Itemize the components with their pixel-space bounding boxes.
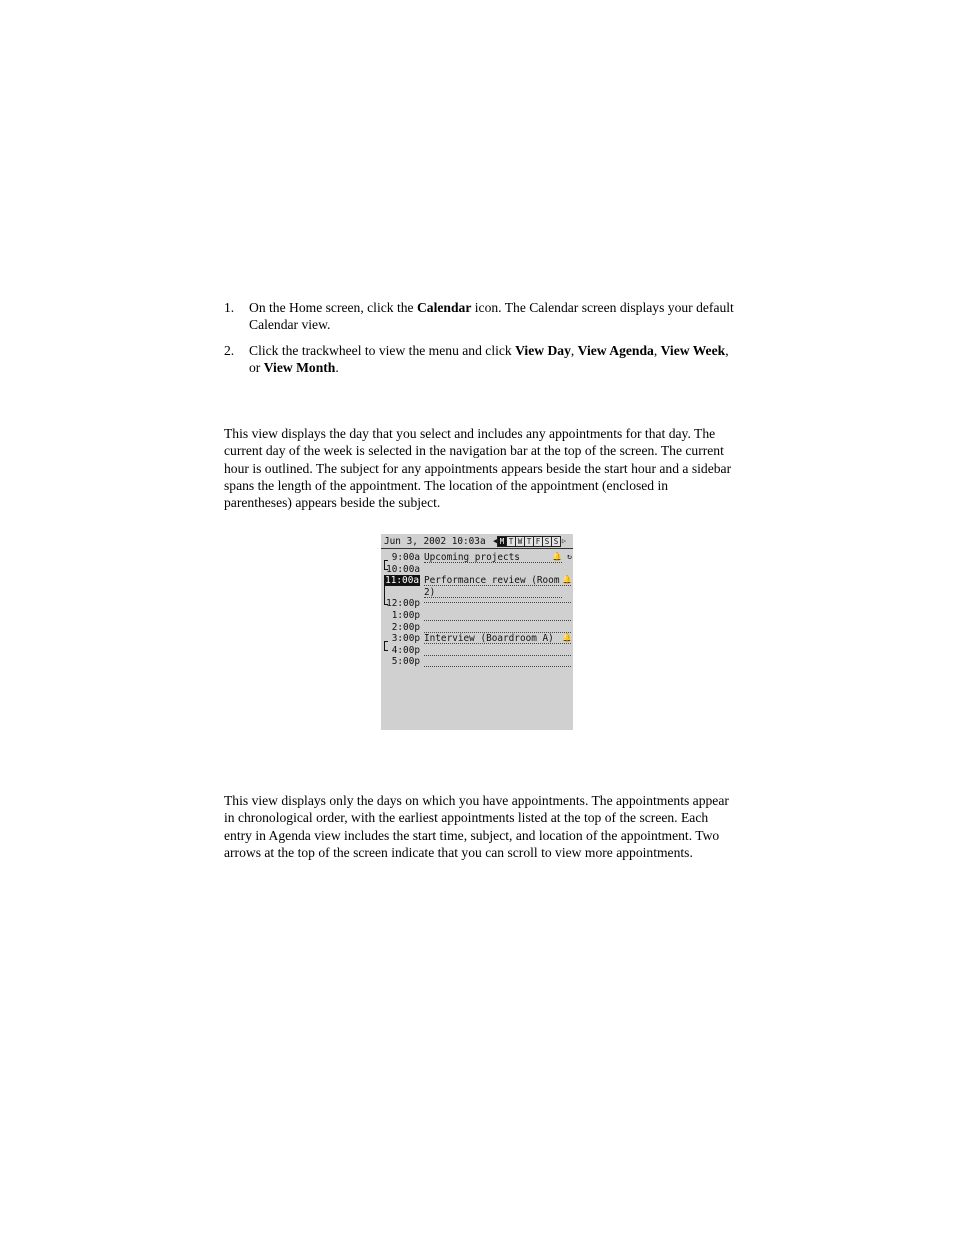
- step-2-text: [249, 342, 734, 377]
- step-2-number: 2.: [224, 343, 235, 358]
- step-2-sep-1: ,: [570, 343, 578, 358]
- step-2-view-month: View Month: [263, 360, 336, 376]
- time-row[interactable]: [381, 598, 573, 610]
- step-1-text: [249, 299, 734, 334]
- step-1-post: icon. The Calendar screen displays your default Calendar view.: [249, 300, 734, 333]
- time-label: 2:00p: [391, 621, 420, 633]
- time-row[interactable]: [381, 610, 573, 622]
- step-1-calendar-bold: Calendar: [416, 300, 472, 315]
- step-2-pre: Click the trackwheel to view the menu and click: [249, 343, 516, 358]
- day-thursday[interactable]: T: [524, 536, 534, 547]
- step-2-view-day: View Day: [515, 343, 571, 358]
- appointment-line[interactable]: [424, 610, 571, 621]
- appointment-subject[interactable]: Performance review (Room: [424, 575, 571, 586]
- recurrence-icon: ↻: [567, 552, 572, 561]
- day-view-paragraph: This view displays the day that you select and includes any appointments for that day. The current day of the week is selected in the navigation bar at the top of the screen. The current hour is outlined. The subject for any appointments appears beside the start hour and a sidebar spans the length of the appointment. The location of the appointment (enclosed in parentheses) appears beside the subject.: [224, 426, 732, 511]
- alarm-bell-icon: 🔔: [562, 575, 572, 585]
- time-row[interactable]: [381, 587, 573, 599]
- week-navigation-bar: [492, 536, 567, 546]
- appointment-line[interactable]: [424, 598, 571, 603]
- agenda-view-paragraph: This view displays only the days on which you have appointments. The appointments appear in chronological order, with the earliest appointments listed at the top of the screen. Each entry in Agenda view includes the start time, subject, and location of the appointment. Two arrows at the top of the screen indicate that you can scroll to view more appointments.: [224, 793, 729, 860]
- appointment-subject-continued[interactable]: 2): [424, 587, 562, 598]
- time-label: 3:00p: [391, 633, 420, 645]
- day-monday[interactable]: M: [497, 536, 507, 547]
- header-date: Jun 3, 2002 10:03a: [384, 536, 486, 547]
- day-wednesday[interactable]: W: [515, 536, 525, 547]
- day-sunday[interactable]: S: [551, 536, 561, 547]
- calendar-header: [381, 534, 573, 549]
- appointment-subject[interactable]: Interview (Boardroom A): [424, 633, 571, 644]
- day-saturday[interactable]: S: [542, 536, 552, 547]
- time-label: 1:00p: [391, 610, 420, 621]
- left-arrow-icon[interactable]: ◀: [492, 537, 498, 545]
- step-1-number: 1.: [224, 300, 235, 315]
- appointment-line[interactable]: [424, 622, 571, 633]
- alarm-bell-icon: 🔔: [562, 633, 572, 643]
- time-label: 5:00p: [391, 656, 420, 668]
- alarm-bell-icon: 🔔: [552, 552, 562, 561]
- day-friday[interactable]: F: [533, 536, 543, 547]
- time-row[interactable]: [381, 622, 573, 634]
- step-2: [224, 342, 734, 377]
- appointment-subject[interactable]: Upcoming projects: [424, 552, 562, 563]
- time-row[interactable]: [381, 552, 573, 564]
- appointment-line[interactable]: [424, 645, 571, 656]
- step-2-sep-3: , or: [249, 343, 729, 376]
- current-hour-label: 11:00a: [385, 575, 419, 587]
- step-2-post: .: [335, 360, 339, 376]
- time-label: 4:00p: [391, 644, 420, 656]
- time-row-current[interactable]: [381, 575, 573, 587]
- appointment-line[interactable]: [424, 656, 571, 667]
- time-label: 9:00a: [391, 552, 420, 563]
- time-row[interactable]: [381, 564, 573, 576]
- time-row[interactable]: [381, 633, 573, 645]
- step-2-view-agenda: View Agenda: [577, 343, 654, 358]
- time-label: 12:00p: [386, 598, 420, 610]
- time-row[interactable]: [381, 645, 573, 657]
- day-tuesday[interactable]: T: [506, 536, 516, 547]
- step-2-sep-2: ,: [653, 343, 661, 358]
- step-1-pre: On the Home screen, click the: [249, 300, 417, 315]
- step-2-view-week: View Week: [660, 343, 726, 358]
- step-1: [224, 299, 734, 334]
- time-label: 10:00a: [386, 563, 420, 575]
- right-arrow-icon[interactable]: ▷: [561, 537, 567, 545]
- calendar-day-view-screenshot: [381, 534, 573, 730]
- time-row[interactable]: [381, 656, 573, 668]
